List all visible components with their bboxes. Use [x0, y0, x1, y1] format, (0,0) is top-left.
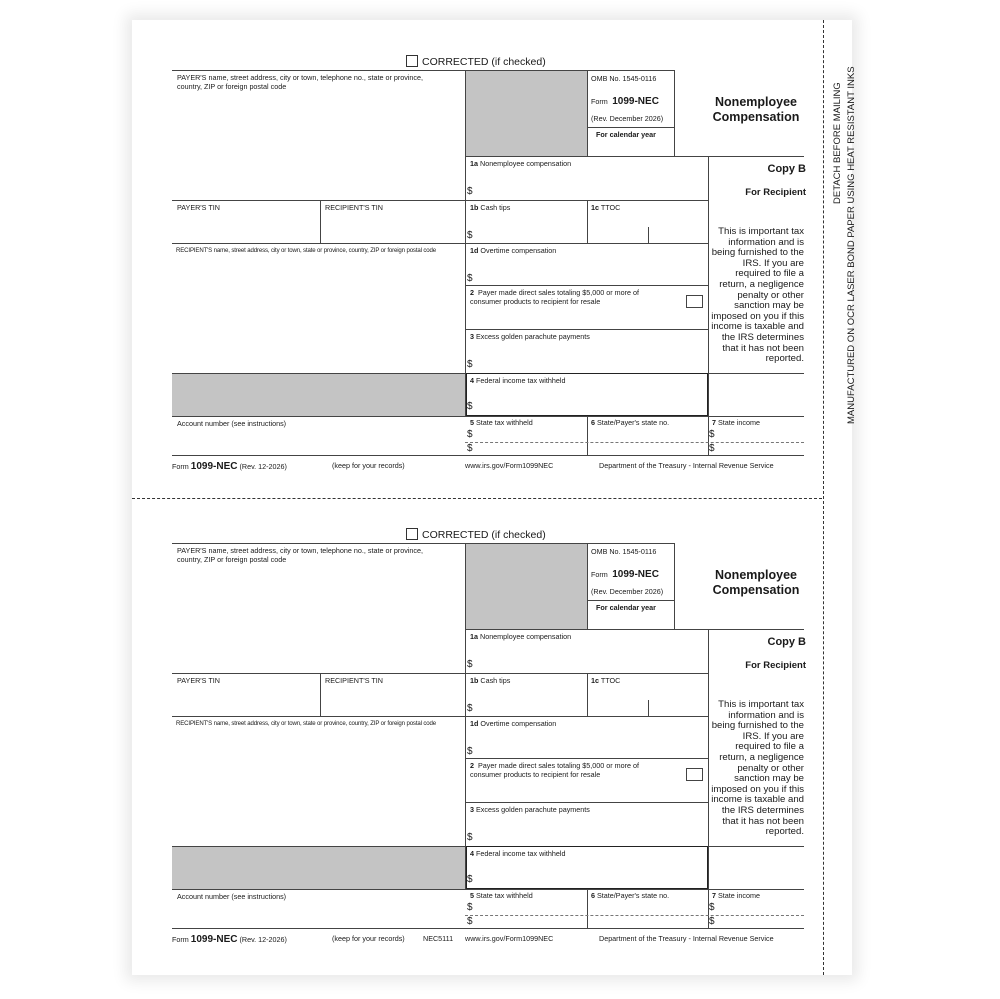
box-1a-dollar[interactable]: $ [467, 659, 473, 670]
recipient-tin-label: RECIPIENT'S TIN [325, 203, 383, 212]
important-tax-notice: This is important tax information and is being furnished to the IRS. If you are required to file a return, a negligence penalty or other sanction may be imposed on you if this income is taxable and the IRS determines that it has not been reported. [711, 226, 804, 365]
rule [465, 758, 709, 759]
payer-tin-label: PAYER'S TIN [177, 203, 220, 212]
footer-code: NEC5111 [423, 934, 454, 943]
recipient-tin-label: RECIPIENT'S TIN [325, 676, 383, 685]
rule-dashed [465, 915, 804, 916]
calendar-year-label: For calendar year [596, 130, 656, 139]
form-number: 1099-NEC [612, 96, 659, 107]
form-id [591, 564, 659, 582]
box-1d-dollar[interactable]: $ [467, 746, 473, 757]
form-title: Nonemployee Compensation [712, 568, 800, 597]
box-5-label: 5 State tax withheld [470, 891, 533, 900]
rule [587, 70, 588, 157]
paper-notice: MANUFACTURED ON OCR LASER BOND PAPER USING HEAT RESISTANT INKS [846, 66, 857, 424]
box-1d-dollar[interactable]: $ [467, 273, 473, 284]
corrected-label: CORRECTED (if checked) [422, 56, 546, 68]
box-2-checkbox[interactable] [686, 768, 703, 781]
box-5-label: 5 State tax withheld [470, 418, 533, 427]
box-1c-label: 1c TTOC [591, 676, 621, 685]
box-3-dollar[interactable]: $ [467, 359, 473, 370]
rule [648, 227, 649, 243]
rule-dashed [465, 442, 804, 443]
box-4-label: 4 Federal income tax withheld [470, 849, 566, 858]
rule [587, 889, 588, 929]
recipient-info-label: RECIPIENT'S name, street address, city or town, state or province, country, ZIP or foreign postal code [176, 720, 436, 727]
rule [172, 543, 675, 544]
footer-form-id: Form 1099-NEC (Rev. 12-2026) [172, 934, 287, 945]
checkbox[interactable] [406, 55, 418, 67]
rule [172, 716, 709, 717]
rule [172, 889, 804, 890]
copy-label: Copy B [767, 636, 806, 648]
shaded-area [172, 847, 465, 889]
box-1d-label: 1d Overtime compensation [470, 719, 557, 728]
shaded-area [466, 71, 587, 156]
rule [587, 416, 588, 456]
form-prefix: Form [591, 570, 608, 579]
box-7-dollar-1[interactable]: $ [709, 429, 715, 440]
rule [320, 200, 321, 244]
corrected-checkbox[interactable] [406, 528, 546, 541]
box-5-dollar-2[interactable]: $ [467, 916, 473, 927]
detach-notice: DETACH BEFORE MAILING [832, 82, 843, 204]
rule [648, 700, 649, 716]
box-4-dollar[interactable]: $ [467, 874, 473, 885]
rule [587, 673, 588, 717]
box-1a-label: 1a Nonemployee compensation [470, 159, 572, 168]
form-1099-nec-copy-1 [172, 55, 804, 475]
account-number-label: Account number (see instructions) [177, 419, 287, 428]
box-7-label: 7 State income [712, 891, 760, 900]
box-6-label: 6 State/Payer's state no. [591, 418, 670, 427]
box-5-dollar-1[interactable]: $ [467, 429, 473, 440]
account-number-label: Account number (see instructions) [177, 892, 287, 901]
payer-tin-label: PAYER'S TIN [177, 676, 220, 685]
copy-label: Copy B [767, 163, 806, 175]
box-4-label: 4 Federal income tax withheld [470, 376, 566, 385]
rule [172, 200, 709, 201]
box-7-label: 7 State income [712, 418, 760, 427]
for-recipient-label: For Recipient [745, 187, 806, 198]
box-2-label: 2 Payer made direct sales totaling $5,000 or more of consumer products to recipient for resale [470, 288, 640, 306]
box-1b-label: 1b Cash tips [470, 203, 511, 212]
box-5-dollar-1[interactable]: $ [467, 902, 473, 913]
footer-form-id: Form 1099-NEC (Rev. 12-2026) [172, 461, 287, 472]
rule [587, 200, 588, 244]
form-id [591, 91, 659, 109]
detach-perforation-horizontal [132, 498, 822, 499]
box-1c-label: 1c TTOC [591, 203, 621, 212]
detach-perforation-vertical [823, 20, 824, 975]
form-number: 1099-NEC [612, 569, 659, 580]
box-4-dollar[interactable]: $ [467, 401, 473, 412]
footer-url: www.irs.gov/Form1099NEC [465, 461, 554, 470]
rule [465, 329, 709, 330]
rule [465, 285, 709, 286]
rule [172, 928, 804, 929]
payer-info-label: PAYER'S name, street address, city or town, telephone no., state or province, country, ZIP or foreign postal code [177, 73, 424, 91]
omb-number: OMB No. 1545-0116 [591, 74, 657, 83]
box-3-label: 3 Excess golden parachute payments [470, 332, 590, 341]
box-1b-label: 1b Cash tips [470, 676, 511, 685]
calendar-year-label: For calendar year [596, 603, 656, 612]
rule [588, 127, 674, 128]
rule [674, 70, 675, 157]
form-1099-nec-copy-2 [172, 528, 804, 948]
box-7-dollar-2[interactable]: $ [709, 916, 715, 927]
rule [465, 629, 804, 630]
rule [172, 416, 804, 417]
box-1b-dollar[interactable]: $ [467, 230, 473, 241]
shaded-area [466, 544, 587, 629]
recipient-info-label: RECIPIENT'S name, street address, city or town, state or province, country, ZIP or foreign postal code [176, 247, 436, 254]
box-1b-dollar[interactable]: $ [467, 703, 473, 714]
corrected-label: CORRECTED (if checked) [422, 529, 546, 541]
omb-number: OMB No. 1545-0116 [591, 547, 657, 556]
footer-keep: (keep for your records) [332, 934, 405, 943]
box-5-dollar-2[interactable]: $ [467, 443, 473, 454]
rule [172, 70, 675, 71]
form-prefix: Form [591, 97, 608, 106]
payer-info-label: PAYER'S name, street address, city or town, telephone no., state or province, country, ZIP or foreign postal code [177, 546, 424, 564]
box-1a-label: 1a Nonemployee compensation [470, 632, 572, 641]
important-tax-notice: This is important tax information and is being furnished to the IRS. If you are required to file a return, a negligence penalty or other sanction may be imposed on you if this income is taxable and the IRS determines that it has not been reported. [711, 699, 804, 838]
checkbox[interactable] [406, 528, 418, 540]
box-1d-label: 1d Overtime compensation [470, 246, 557, 255]
rule [465, 802, 709, 803]
footer-department: Department of the Treasury - Internal Revenue Service [599, 934, 774, 943]
box-3-label: 3 Excess golden parachute payments [470, 805, 590, 814]
revision-date: (Rev. December 2026) [591, 114, 664, 123]
footer-keep: (keep for your records) [332, 461, 405, 470]
box-6-label: 6 State/Payer's state no. [591, 891, 670, 900]
rule [320, 673, 321, 717]
box-3-dollar[interactable]: $ [467, 832, 473, 843]
rule [465, 156, 804, 157]
corrected-checkbox[interactable] [406, 55, 546, 68]
footer-url: www.irs.gov/Form1099NEC [465, 934, 554, 943]
box-7-dollar-1[interactable]: $ [709, 902, 715, 913]
shaded-area [172, 374, 465, 416]
footer-department: Department of the Treasury - Internal Revenue Service [599, 461, 774, 470]
rule [172, 673, 709, 674]
box-2-label: 2 Payer made direct sales totaling $5,000 or more of consumer products to recipient for resale [470, 761, 640, 779]
rule [172, 243, 709, 244]
box-7-dollar-2[interactable]: $ [709, 443, 715, 454]
box-2-checkbox[interactable] [686, 295, 703, 308]
rule [172, 455, 804, 456]
form-title: Nonemployee Compensation [712, 95, 800, 124]
rule [587, 543, 588, 630]
box-1a-dollar[interactable]: $ [467, 186, 473, 197]
revision-date: (Rev. December 2026) [591, 587, 664, 596]
rule [674, 543, 675, 630]
for-recipient-label: For Recipient [745, 660, 806, 671]
rule [588, 600, 674, 601]
